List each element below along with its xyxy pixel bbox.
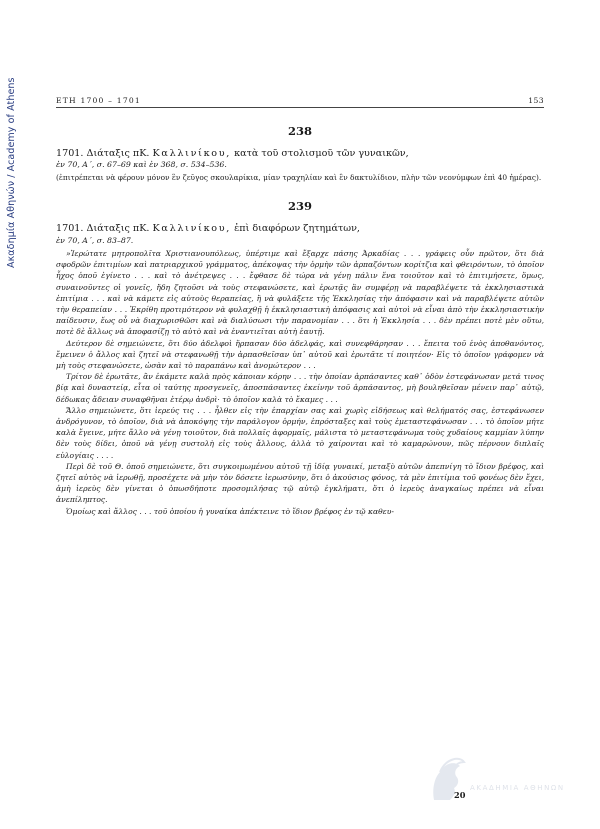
entry-number: 238 <box>287 124 312 138</box>
body-paragraph: Τρίτον δὲ ἐρωτᾶτε, ἂν ἐκάμετε καλὰ πρὸς κάποιαν κόρην . . . τὴν ὁποίαν ἁρπάσαντες καθ᾽ ὁδὸν ἐστεφάνωσαν μετά τινος βίᾳ καὶ δυναστείᾳ, εἶτα οἱ ταύτης προσγενεῖς, ἀποσπάσαντες ἐκείνην τοῦ ἁρπάσαντος, μὴ βουληθεῖσαν μένειν παρ᾽ αὐτῷ, δέδωκας ἄδειαν συναφθῆναι ἑτέρῳ ἀνδρὶ· τὸ ὁποῖον καλὰ τὸ ἔκαμες . . . <box>56 372 544 404</box>
watermark-text: ΑΚΑΔΗΜΙΑ ΑΘΗΝΩΝ <box>470 784 565 792</box>
entry-note: (ἐπιτρέπεται νὰ φέρουν μόνον ἓν ζεῦγος σκουλαρίκια, μίαν τραχηλίαν καὶ ἓν δακτυλίδιον, πλὴν τῶν νεονύμφων ἐπὶ 40 ἡμέρας). <box>56 172 542 182</box>
entry-title <box>56 223 544 235</box>
body-paragraph: »Ἱερώτατε μητροπολῖτα Χριστιανουπόλεως, ὑπέρτιμε καὶ ἔξαρχε πάσης Ἀρκαδίας . . . γράφεις οὖν πρῶτον, ὅτι διὰ σφοδρῶν ἐπιτιμίων καὶ πατριαρχικοῦ γράμματος, ἀπέκοψας τὴν ὁρμὴν τῶν ἁρπαζόντων κορίτζια καὶ φθειρόντων, τὸ ὁποῖον ἦχος ὁποῦ ἐγίνετο . . . καὶ τὸ ἀνέτρεψες . . . ἔφθασε δὲ τώρα νὰ γένῃ πάλιν ἕνα τοιοῦτον καὶ τὸ ἐπιτιμήσετε, ὅμως, συναινοῦντες οἱ γονεῖς, ἤδη ζητοῦσι νὰ τοὺς στεφανώσετε, καὶ ἐρωτᾷς ἂν συμφέρῃ νὰ παραβλέψετε τὰ ἐκκλησιαστικὰ ἐπιτίμια . . . καὶ νὰ κάμετε εἰς αὐτοὺς θεραπείας, ἢ νὰ φυλάξετε τῆς Ἐκκλησίας τὴν ἀπόφασιν καὶ νὰ παραβλέψετε αὐτῶν τὴν θεραπείαν . . . Ἐκρίθη προτιμότερον νὰ φυλαχθῇ ἡ ἐκκλησιαστικὴ ἀπόφασις καὶ αὐτοὶ νὰ εἶναι ἀπὸ τὴν ἐκκλησιαστικὴν παίδευσιν, ἕως οὗ νὰ διαχωρισθῶσι καὶ νὰ διαλύσωσι τὴν παρανομίαν . . . ὅτι ἡ Ἐκκλησία . . . δὲν πρέπει ποτὲ μὲν οὕτω, ποτὲ δὲ ἄλλως νὰ ἀποφασίζῃ τὸ αὐτὸ καὶ νὰ ἐναντιεῖται αὐτὴ ἑαυτῇ. <box>56 249 544 337</box>
document-page <box>56 96 544 517</box>
footer-page-number: 20 <box>454 790 466 800</box>
entry-title-date: 1701. Διάταξις πΚ. <box>56 223 150 235</box>
entry-number: 239 <box>287 199 312 214</box>
entry-body <box>56 248 544 517</box>
entry-title-author: Καλλινίκου, <box>152 148 232 159</box>
entry-title-date: 1701. Διάταξις πΚ. <box>56 148 150 159</box>
academy-watermark <box>426 756 578 808</box>
entry-title-subject: κατὰ τοῦ στολισμοῦ τῶν γυναικῶν, <box>234 148 409 159</box>
athena-head-icon <box>426 756 466 804</box>
entry-source: ἐν 70, Α΄, σ. 83–87. <box>56 235 134 245</box>
archive-stamp: Ακαδημία Αθηνών / Academy of Athens <box>6 77 17 268</box>
entry-238 <box>56 124 544 183</box>
entry-title-author: Καλλινίκου, <box>152 223 232 235</box>
running-header <box>56 96 544 108</box>
entry-239 <box>56 199 544 517</box>
entry-title-subject: ἐπὶ διαφόρων ζητημάτων, <box>234 223 360 235</box>
body-paragraph: Ὁμοίως καὶ ἄλλος . . . τοῦ ὁποίου ἡ γυναίκα ἀπέκτεινε τὸ ἴδιον βρέφος ἐν τῷ καθευ- <box>66 506 394 516</box>
body-paragraph: Ἄλλο σημειώνετε, ὅτι ἱερεύς τις . . . ἦλθεν εἰς τὴν ἐπαρχίαν σας καὶ χωρὶς εἰδήσεως καὶ θελήματός σας, ἐστεφάνωσεν ἀνδρόγυνον, τὸ ὁποῖον, διὰ νὰ ἀποκόψης τὴν παράλογον ὁρμήν, ἐπρόσταξες καὶ τοὺς ἐμεταστεφάνωσαν . . . τὸ ὁποῖον μήτε καλὰ ἔγεινε, μήτε ἄλλο νὰ γένῃ τοιοῦτον, διὰ πολλαῖς ἀφορμαῖς, μάλιστα τὸ μεταστεφάνωμα τοὺς χυδαίους καμμίαν λύπην δὲν τοὺς δίδει, ὁποῦ νὰ γένῃ συστολὴ εἰς τοὺς ἄλλους, ἀλλὰ τὸ χαίρονται καὶ τὸ καμαρώνουν, πῶς πέρνουν διπλαῖς εὐλογίαις . . . . <box>56 405 544 460</box>
header-page-number: 153 <box>528 96 544 105</box>
body-paragraph: Δεύτερον δὲ σημειώνετε, ὅτι δύο ἀδελφοὶ ἥρπασαν δύο ἀδελφάς, καὶ συνεφθάρησαν . . . ἔπειτα τοῦ ἑνὸς ἀποθανόντος, ἔμεινεν ὁ ἄλλος καὶ ζητεῖ νὰ στεφανωθῇ τὴν ἁρπασθεῖσαν ὑπ᾽ αὐτοῦ καὶ ἐρωτᾶτε τί ποιητέον· Εἰς τὸ ὁποῖον γράφομεν νὰ μὴ τοὺς στεφανώσετε, ὡσὰν καὶ τὸ παραπάνω καὶ ἀνομώτερον . . . <box>56 338 544 371</box>
entry-title <box>56 148 544 160</box>
entry-source: ἐν 70, Α΄, σ. 67–69 καὶ ἐν 368, σ. 534–536. <box>56 160 227 170</box>
header-title: ΕΤΗ 1700 – 1701 <box>56 96 141 105</box>
body-paragraph: Περὶ δὲ τοῦ Θ. ὁποῦ σημειώνετε, ὅτι συγκοιμωμένου αὐτοῦ τῇ ἰδίᾳ γυναικί, μεταξὺ αὐτῶν ἀπεπνίγη τὸ ἴδιον βρέφος, καὶ ζητεῖ αὐτὸς νὰ ἱερωθῇ, προσέχετε νὰ μὴν τὸν δόσετε ἱερωσύνην, ὅτι ὁ ἀκούσιος φόνος, τὰ μὲν ἐπιτίμια τοῦ φονέως δὲν ἔχει, ἀμὴ ἱερεὺς δὲν γίνεται ὁ ὁπωσδήποτε προσομιλήσας τῷ αὐτῷ ἐγκλήματι, ὅτι ὁ ἱερεὺς ἀναγκαίως πρέπει νὰ εἶναι ἀνεπίληπτος. <box>56 461 544 505</box>
